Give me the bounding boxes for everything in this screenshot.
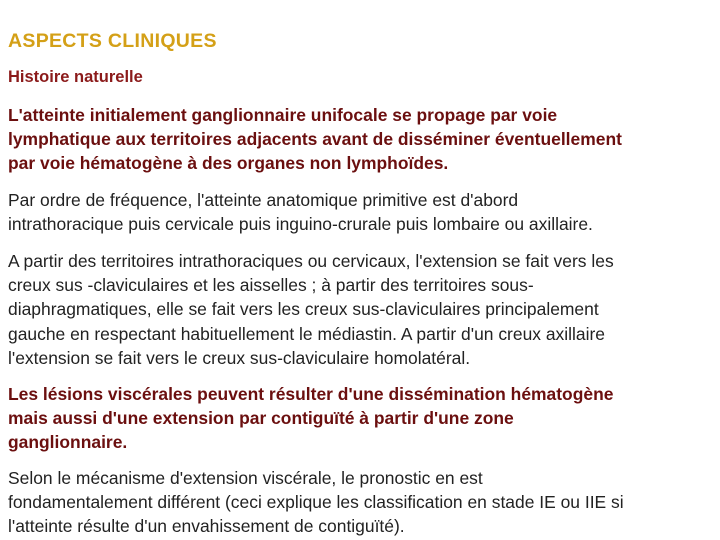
- text-line: l'atteinte résulte d'un envahissement de contiguïté).: [8, 516, 405, 537]
- text-line: intrathoracique puis cervicale puis inguino-crurale puis lombaire ou axillaire.: [8, 214, 593, 235]
- text-line: Les lésions viscérales peuvent résulter d'une dissémination hématogène: [8, 384, 614, 404]
- text-line: L'atteinte initialement ganglionnaire unifocale se propage par voie: [8, 105, 558, 125]
- text-line: creux sus -claviculaires et les aisselles ; à partir des territoires sous-: [8, 275, 534, 296]
- text-line: diaphragmatiques, elle se fait vers les creux sus-claviculaires principalement: [8, 299, 599, 320]
- text-line: Selon le mécanisme d'extension viscérale, le pronostic en est: [8, 468, 483, 488]
- section-subtitle: Histoire naturelle: [8, 68, 143, 86]
- text-line: par voie hématogène à des organes non lymphoïdes.: [8, 153, 449, 174]
- text-line: lymphatique aux territoires adjacents avant de disséminer éventuellement: [8, 129, 622, 150]
- text-line: Par ordre de fréquence, l'atteinte anatomique primitive est d'abord: [8, 190, 519, 210]
- text-line: mais aussi d'une extension par contiguïté à partir d'une zone: [8, 408, 514, 429]
- text-line: gauche en respectant habituellement le médiastin. A partir d'un creux axillaire: [8, 323, 606, 344]
- paragraph-prognosis: [8, 466, 714, 539]
- paragraph-natural-history: [8, 103, 714, 176]
- paragraph-extension: [8, 249, 714, 370]
- text-line: A partir des territoires intrathoraciques ou cervicaux, l'extension se fait vers les: [8, 251, 614, 271]
- slide-title: ASPECTS CLINIQUES: [8, 30, 217, 52]
- text-line: ganglionnaire.: [8, 432, 128, 453]
- text-line: l'extension se fait vers le creux sus-claviculaire homolatéral.: [8, 347, 471, 368]
- paragraph-visceral-lesions: [8, 382, 714, 455]
- text-line: fondamentalement différent (ceci explique les classification en stade IE ou IIE si: [8, 492, 624, 513]
- paragraph-frequency: [8, 188, 714, 236]
